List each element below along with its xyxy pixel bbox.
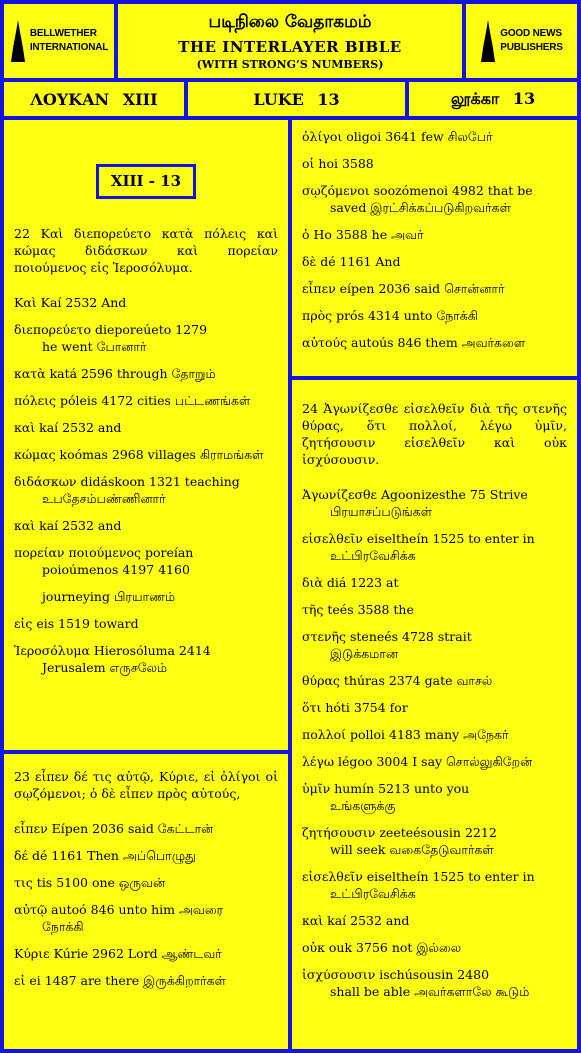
chapter-box: XIII - 13: [96, 164, 196, 199]
word-entry: [302, 939, 567, 956]
word-entry: [14, 392, 278, 409]
word-entry: [302, 280, 567, 297]
word-entry-gloss: உட்பிரவேசிக்க: [330, 548, 416, 563]
word-entry-line: οὐκ ouk 3756 not இல்லை: [302, 940, 462, 955]
title-english: THE INTERLAYER BIBLE: [178, 38, 402, 56]
word-entry: [302, 307, 567, 324]
word-entry-line: Ἱεροσόλυμα Hierosóluma 2414: [14, 643, 211, 658]
word-entry-line: τις tis 5100 one ஒருவன்: [14, 875, 166, 890]
word-entry: [302, 672, 567, 689]
word-entry: [14, 294, 278, 311]
word-entry-line: Ἀγωνίζεσθε Agoonizesthe 75 Strive: [302, 487, 528, 502]
word-entry-line: πόλεις póleis 4172 cities பட்டணங்கள்: [14, 393, 251, 408]
word-entry-line: αὐτῷ autoó 846 unto him அவரை: [14, 902, 224, 917]
word-entry: [302, 226, 567, 243]
verse-23-continued-entries: [302, 128, 567, 351]
word-entry-line: στενῆς steneés 4728 strait: [302, 629, 472, 644]
word-entry-line: Κύριε Kúrie 2962 Lord ஆண்டவர்: [14, 946, 222, 961]
word-entry: [14, 901, 278, 935]
verse-23-continued-panel: [292, 120, 577, 376]
title-subtitle: (WITH STRONG’S NUMBERS): [196, 58, 384, 71]
word-entry-gloss: உங்களுக்கு: [330, 798, 396, 813]
word-entry: [14, 419, 278, 436]
word-entry-line: λέγω légoo 3004 I say சொல்லுகிறேன்: [302, 754, 533, 769]
word-entry: [302, 128, 567, 145]
verse-22-entries: [14, 294, 278, 676]
word-entry-line: δὲ dé 1161 And: [302, 254, 401, 269]
word-entry-line: ὑμῖν humín 5213 unto you: [302, 781, 470, 796]
word-entry-gloss: உபதேசம்பண்ணினார்: [42, 491, 166, 506]
verse-24-text: 24 Ἀγωνίζεσθε εἰσελθεῖν διὰ τῆς στενῆς θύρας, ὅτι πολλοί, λέγω ὑμῖν, ζητήσουσιν εἰσελθεῖν καὶ οὐκ ἰσχύσουσιν.: [302, 401, 567, 467]
word-entry-line: ὅτι hóti 3754 for: [302, 700, 408, 715]
word-entry-line: εἰ ei 1487 are there இருக்கிறார்கள்: [14, 973, 226, 988]
word-entry: [302, 912, 567, 929]
word-entry-line: τῆς teés 3588 the: [302, 602, 414, 617]
word-entry: [302, 726, 567, 743]
word-entry-line: εἶπεν Eípen 2036 said கேட்டான்: [14, 821, 214, 836]
word-entry: [14, 820, 278, 837]
verse-24-entries: [302, 486, 567, 1000]
word-entry-line: ἰσχύσουσιν ischúsousin 2480: [302, 967, 490, 982]
word-entry: [14, 517, 278, 534]
word-entry-line: σῳζόμενοι soozómenoi 4982 that be: [302, 183, 533, 198]
verse-22-panel: [4, 120, 288, 750]
word-entry: [302, 824, 567, 858]
word-entry-gloss: journeying பிரயாணம்: [42, 589, 176, 604]
word-entry-gloss: இடுக்கமான: [330, 646, 399, 661]
word-entry-gloss: will seek வகைதேடுவார்கள்: [330, 842, 494, 857]
word-entry: [14, 446, 278, 463]
word-entry-line: καὶ kaí 2532 and: [302, 913, 410, 928]
word-entry-line: οἱ hoi 3588: [302, 156, 374, 171]
word-entry-line: εἰς eis 1519 toward: [14, 616, 139, 631]
word-entry-line: ζητήσουσιν zeeteésousin 2212: [302, 825, 497, 840]
word-entry: [14, 945, 278, 962]
good-news-icon: [480, 18, 496, 64]
word-entry-line: πολλοί polloi 4183 many அநேகர்: [302, 727, 509, 742]
book-english: [188, 82, 405, 116]
word-entry-line: δέ dé 1161 Then அப்பொழுது: [14, 848, 196, 863]
word-entry: [14, 847, 278, 864]
book-tamil-label: லூக்கா 13: [450, 88, 536, 108]
bellwether-logo: BELLWETHER INTERNATIONAL: [4, 4, 114, 78]
book-greek-label: ΛΟΥΚΑΝ XIII: [30, 89, 158, 109]
word-entry-line: ὁ Ho 3588 he அவர்: [302, 227, 424, 242]
word-entry-gloss: பிரயாசப்படுங்கள்: [330, 504, 433, 519]
verse-23-entries: [14, 820, 278, 989]
word-entry-line: ὀλίγοι oligoi 3641 few சிலபேர்: [302, 129, 493, 144]
word-entry: [302, 868, 567, 902]
word-entry-gloss: Jerusalem எருசலேம்: [42, 660, 168, 675]
word-entry-line: καὶ kaí 2532 and: [14, 420, 122, 435]
word-entry: [302, 628, 567, 662]
book-english-label: LUKE 13: [253, 89, 340, 109]
word-entry: [14, 615, 278, 632]
word-entry-gloss: shall be able அவர்களாலே கூடும்: [330, 984, 530, 999]
word-entry-line: διὰ diá 1223 at: [302, 575, 399, 590]
word-entry: [14, 972, 278, 989]
word-entry-line: κατὰ katá 2596 through தோறும்: [14, 366, 216, 381]
word-entry-line: εἰσελθεῖν eiseltheín 1525 to enter in: [302, 869, 535, 884]
word-entry-line: αὐτούς autoús 846 them அவர்களை: [302, 335, 526, 350]
word-entry-gloss: he went போனார்: [42, 339, 147, 354]
word-entry: [302, 753, 567, 770]
word-entry: [302, 574, 567, 591]
word-entry: [302, 182, 567, 216]
word-entry: [302, 155, 567, 172]
book-greek: [4, 82, 184, 116]
title-tamil: படிநிலை வேதாகமம்: [208, 12, 372, 32]
word-entry-line: κώμας koómas 2968 villages கிராமங்கள்: [14, 447, 264, 462]
word-entry: [14, 365, 278, 382]
word-entry-gloss: உட்பிரவேசிக்க: [330, 886, 416, 901]
word-entry-gloss: poioúmenos 4197 4160: [42, 562, 190, 577]
verse-22-text: 22 Καὶ διεπορεύετο κατὰ πόλεις καὶ κώμας διδάσκων καὶ πορείαν ποιούμενος εἰς Ἱεροσόλυμα.: [14, 226, 278, 275]
word-entry: [14, 588, 278, 605]
word-entry-line: διδάσκων didáskoon 1321 teaching: [14, 474, 240, 489]
word-entry-line: διεπορεύετο dieporeúeto 1279: [14, 322, 208, 337]
word-entry: [302, 253, 567, 270]
word-entry: [14, 321, 278, 355]
bellwether-icon: [10, 18, 26, 64]
verse-23-panel: [4, 754, 288, 1049]
word-entry: [14, 642, 278, 676]
book-tamil: [409, 82, 577, 116]
title-panel: [118, 4, 462, 78]
word-entry: [302, 966, 567, 1000]
word-entry-line: καὶ kaí 2532 and: [14, 518, 122, 533]
word-entry-line: πορείαν ποιούμενος poreían: [14, 545, 194, 560]
word-entry-gloss: saved இரட்சிக்கப்படுகிறவர்கள்: [330, 200, 511, 215]
word-entry-line: εἶπεν eípen 2036 said சொன்னார்: [302, 281, 505, 296]
word-entry: [302, 699, 567, 716]
word-entry: [302, 334, 567, 351]
verse-24-panel: [292, 380, 577, 1049]
word-entry-gloss: நோக்கி: [42, 919, 84, 934]
verse-23-text: 23 εἶπεν δέ τις αὐτῷ, Κύριε, εἰ ὀλίγοι οἱ σῳζόμενοι; ὁ δὲ εἶπεν πρὸς αὐτούς,: [14, 769, 278, 801]
word-entry-line: Καὶ Kaí 2532 And: [14, 295, 127, 310]
word-entry: [14, 473, 278, 507]
word-entry: [302, 530, 567, 564]
word-entry: [14, 874, 278, 891]
word-entry: [302, 780, 567, 814]
word-entry-line: πρὸς prós 4314 unto நோக்கி: [302, 308, 479, 323]
word-entry-line: εἰσελθεῖν eiseltheín 1525 to enter in: [302, 531, 535, 546]
word-entry: [14, 544, 278, 578]
good-news-logo: GOOD NEWS PUBLISHERS: [466, 4, 577, 78]
word-entry-line: θύρας thúras 2374 gate வாசல்: [302, 673, 493, 688]
word-entry: [302, 601, 567, 618]
word-entry: [302, 486, 567, 520]
